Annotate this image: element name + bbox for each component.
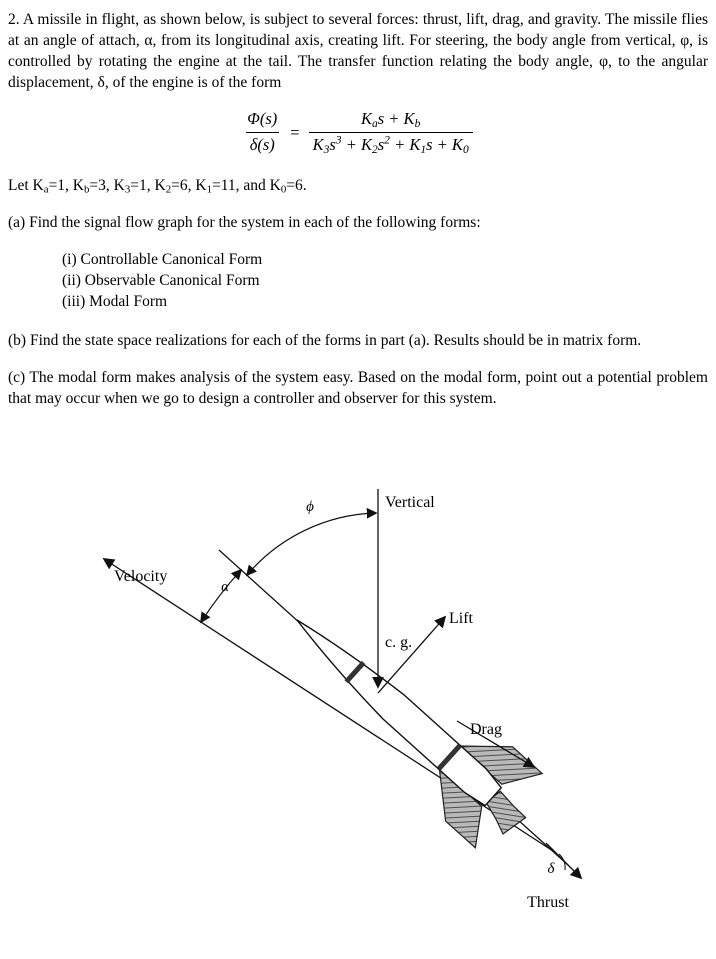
problem-statement: 2. A missile in flight, as shown below, is subject to several forces: thrust, lift, drag, and gravity. The missile flies at an angle of attach, α, from its longitudinal axis, creating lift. For steering, the body angle from vertical, φ, is controlled by rotating the engine at the tail. The transfer function relating the body angle, φ, to the angular displacement, δ, of the engine is of the form [8, 11, 708, 91]
missile-figure [8, 481, 716, 921]
missile-body-group [264, 583, 555, 859]
equation-lhs-numerator: Φ(s) [247, 109, 278, 128]
equation-rhs [309, 109, 473, 155]
thrust-label: Thrust [527, 894, 569, 912]
lift-label: Lift [449, 610, 473, 628]
phi-angle-arc [247, 513, 376, 575]
part-a-intro: (a) Find the signal flow graph for the system in each of the following forms: [8, 214, 481, 232]
equation-rhs-numerator: $K_as + K_b$ [360, 109, 421, 130]
equation-lhs-denominator: δ(s) [246, 132, 279, 156]
vertical-label: Vertical [385, 494, 435, 512]
part-a-item-i: (i) Controllable Canonical Form [62, 251, 263, 269]
missile-diagram [8, 481, 708, 921]
velocity-vector [104, 559, 553, 851]
part-a-item-iii: (iii) Modal Form [62, 293, 168, 311]
equation-rhs-denominator: $K_3s^3 + K_2s^2 + K_1s + K_0$ [309, 132, 473, 156]
equals-sign: = [290, 122, 300, 142]
delta-symbol: δ [547, 861, 555, 878]
part-a-item-ii: (ii) Observable Canonical Form [62, 272, 260, 290]
part-c: (c) The modal form makes analysis of the system easy. Based on the modal form, point out a potential problem that may occur when we go to design a controller and observer for this system. [8, 369, 708, 408]
part-a-list [62, 249, 708, 312]
part-b: (b) Find the state space realizations for each of the forms in part (a). Results should be in matrix form. [8, 332, 642, 350]
drag-label: Drag [470, 721, 502, 739]
alpha-angle-arc [201, 570, 241, 622]
parameter-values: Let $K_a=1$, $K_b=3$, $K_3=1$, $K_2=6$, $K_1=11$, and $K_0=6$. [8, 177, 307, 196]
lift-vector [378, 617, 445, 693]
equation-lhs [243, 109, 281, 155]
velocity-label: Velocity [114, 568, 168, 586]
phi-symbol: ϕ [306, 499, 314, 516]
alpha-symbol: α [221, 579, 229, 596]
cg-label: c. g. [385, 634, 413, 652]
transfer-function-equation [8, 109, 708, 155]
